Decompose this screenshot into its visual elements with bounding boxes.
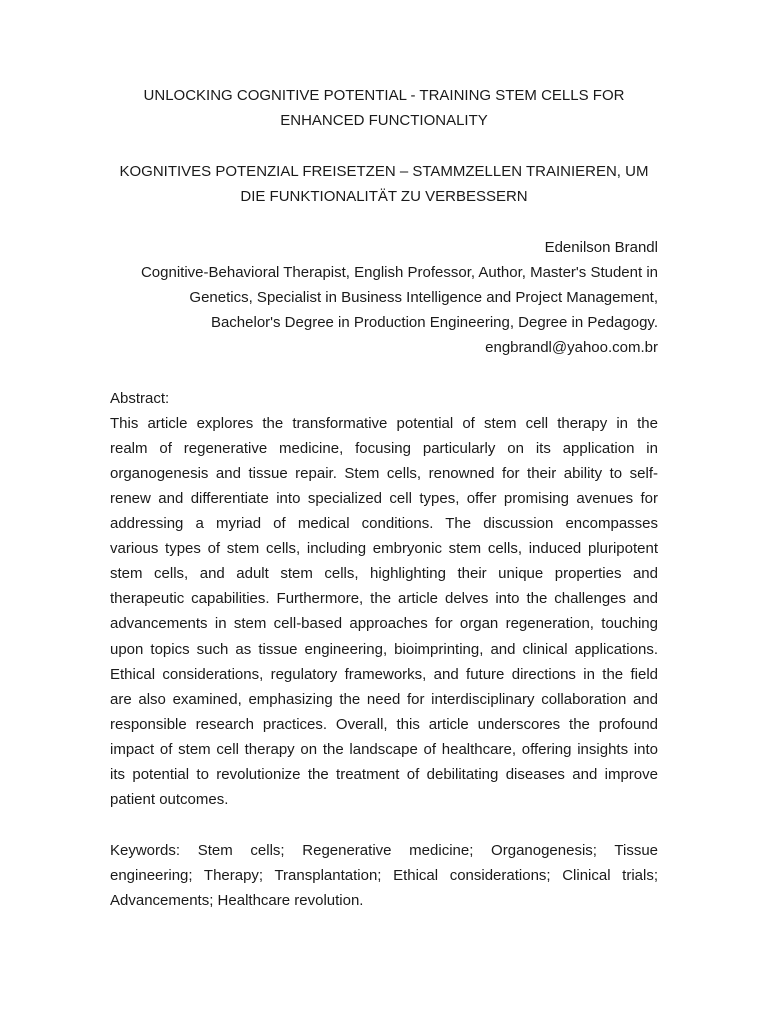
abstract-body xyxy=(110,411,658,813)
keywords-section xyxy=(110,838,658,913)
keywords-line: engineering; Therapy; Transplantation; Ethical considerations; Clinical trials; xyxy=(110,866,658,884)
abstract-line: This article explores the transformative potential of stem cell therapy in the xyxy=(110,414,658,432)
author-affiliation: Cognitive-Behavioral Therapist, English Professor, Author, Master's Student in xyxy=(140,263,658,281)
abstract-line: stem cells, and adult stem cells, highlighting their unique properties and xyxy=(110,565,658,583)
keywords-line: Advancements; Healthcare revolution. xyxy=(110,892,364,909)
abstract-line: impact of stem cell therapy on the landscape of healthcare, offering insights into xyxy=(110,740,658,758)
abstract-line: realm of regenerative medicine, focusing particularly on its application in xyxy=(110,439,658,457)
author-affiliation: Genetics, Specialist in Business Intelligence and Project Management, xyxy=(189,288,658,306)
abstract-line: organogenesis and tissue repair. Stem cells, renowned for their ability to self- xyxy=(110,464,658,482)
title-line: UNLOCKING COGNITIVE POTENTIAL - TRAINING STEM CELLS FOR xyxy=(143,87,625,104)
abstract-line: various types of stem cells, including embryonic stem cells, induced pluripotent xyxy=(110,540,658,558)
author-affiliation: Bachelor's Degree in Production Engineering, Degree in Pedagogy. xyxy=(210,313,658,331)
title-german xyxy=(110,159,658,209)
keywords-line: Keywords: Stem cells; Regenerative medicine; Organogenesis; Tissue xyxy=(110,841,658,859)
abstract-line: renew and differentiate into specialized cell types, offer promising avenues for xyxy=(110,490,658,507)
abstract-line: addressing a myriad of medical conditions. The discussion encompasses xyxy=(110,515,658,533)
abstract-section xyxy=(110,386,658,813)
abstract-line: upon topics such as tissue engineering, bioimprinting, and clinical applications. xyxy=(110,640,658,658)
title-line: ENHANCED FUNCTIONALITY xyxy=(280,112,488,130)
abstract-line: responsible research practices. Overall, this article underscores the profound xyxy=(110,715,658,733)
title-line: DIE FUNKTIONALITÄT ZU VERBESSERN xyxy=(240,187,528,205)
abstract-line: advancements in stem cell-based approaches for organ regeneration, touching xyxy=(110,615,658,633)
title-english xyxy=(110,83,658,133)
document-page xyxy=(110,83,658,913)
author-name: Edenilson Brandl xyxy=(544,238,658,256)
author-block xyxy=(110,235,658,360)
abstract-line: its potential to revolutionize the treatment of debilitating diseases and improve xyxy=(110,766,658,784)
abstract-heading: Abstract: xyxy=(110,389,170,407)
abstract-line: are also examined, emphasizing the need for interdisciplinary collaboration and xyxy=(110,690,658,708)
title-line: KOGNITIVES POTENZIAL FREISETZEN – STAMMZELLEN TRAINIEREN, UM xyxy=(119,162,649,180)
abstract-line: therapeutic capabilities. Furthermore, the article delves into the challenges and xyxy=(110,590,658,608)
abstract-line: Ethical considerations, regulatory frameworks, and future directions in the field xyxy=(110,665,658,683)
author-email: engbrandl@yahoo.com.br xyxy=(485,338,658,356)
abstract-line: patient outcomes. xyxy=(110,791,229,809)
